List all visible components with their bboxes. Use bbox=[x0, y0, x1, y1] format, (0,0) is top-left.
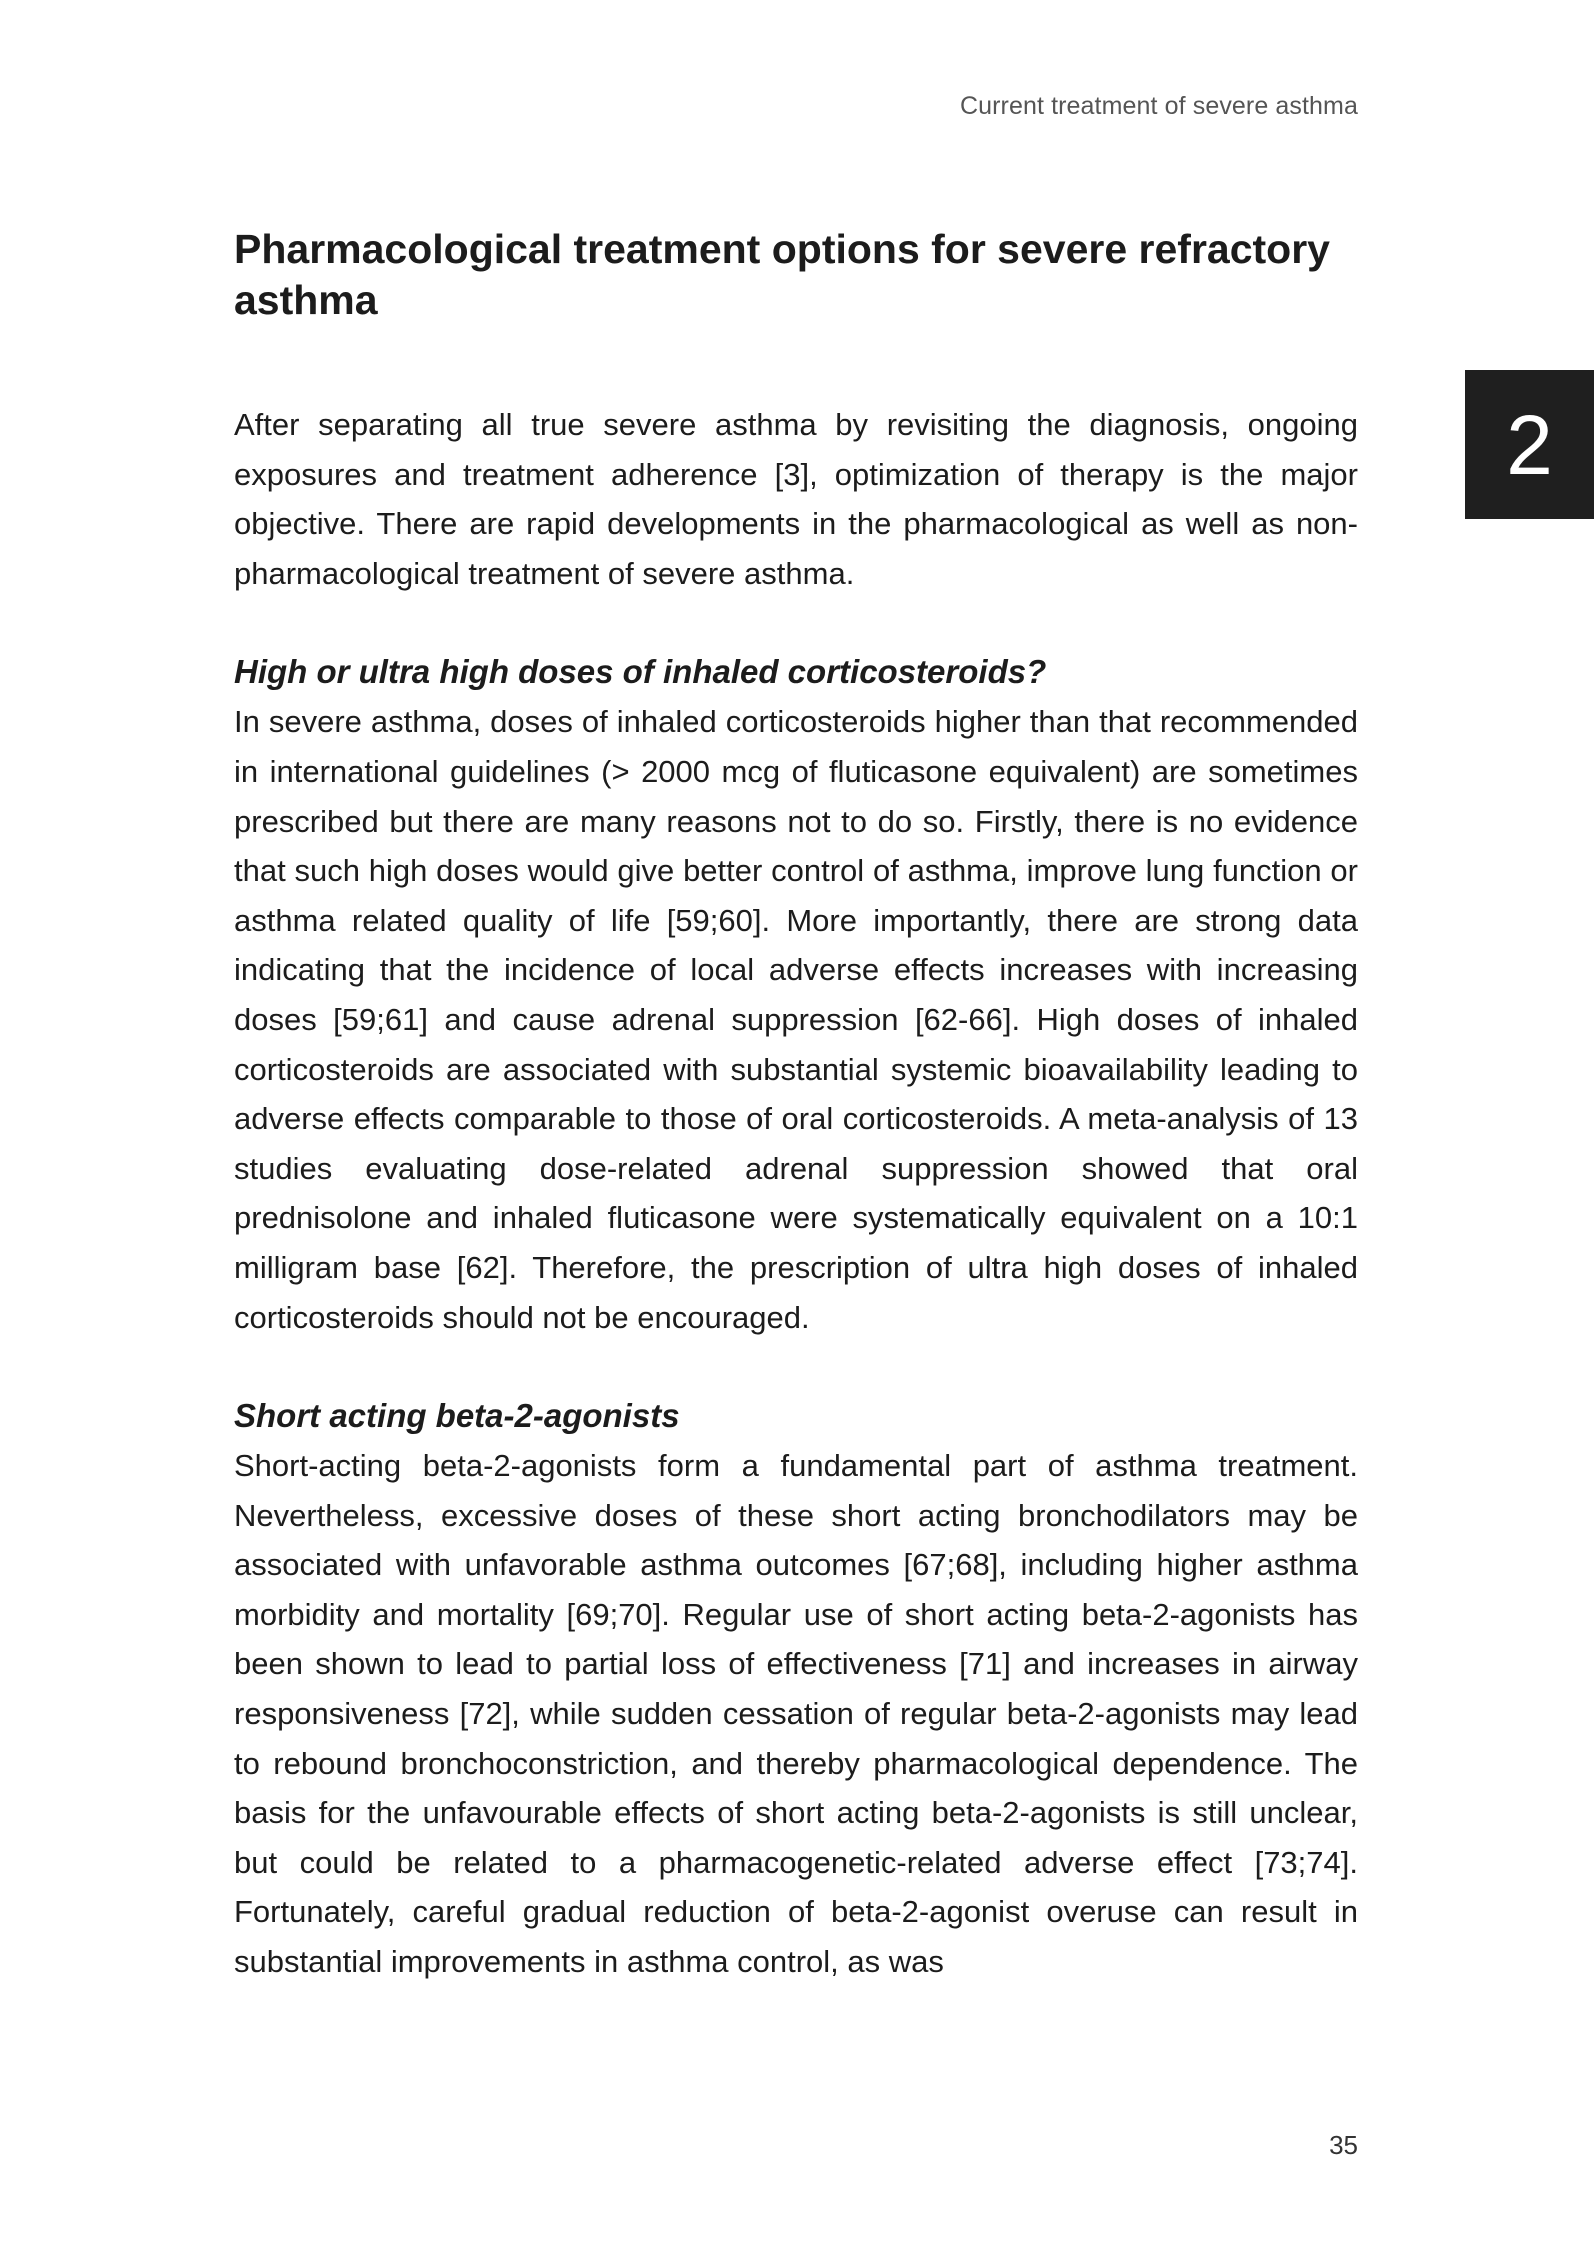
intro-paragraph: After separating all true severe asthma by revisiting the diagnosis, ongoing exposures and treatment adherence [3], optimization of therapy is the major objective. There are rapid developments in the pharmacological as well as non-pharmacological treatment of severe asthma. bbox=[234, 407, 1358, 591]
running-header: Current treatment of severe asthma bbox=[959, 92, 1358, 120]
page-number: 35 bbox=[1329, 2130, 1358, 2160]
subsection-body-saba: Short-acting beta-2-agonists form a fundamental part of asthma treatment. Nevertheless, excessive doses of these short acting bronchodilators may be associated with unfavorable asthma outcomes [67;68], including higher asthma morbidity and mortality [69;70]. Regular use of short acting beta-2-agonists has been shown to lead to partial loss of effectiveness [71] and increases in airway responsiveness [72], while sudden cessation of regular beta-2-agonists may lead to rebound bronchoconstriction, and thereby pharmacological dependence. The basis for the unfavourable effects of short acting beta-2-agonists is still unclear, but could be related to a pharmacogenetic-related adverse effect [73;74]. Fortunately, careful gradual reduction of beta-2-agonist overuse can result in substantial improvements in asthma control, as was bbox=[234, 1448, 1358, 1980]
page-content bbox=[234, 224, 1358, 1987]
subsection-heading-high-dose-ics: High or ultra high doses of inhaled corticosteroids? bbox=[234, 653, 1047, 691]
section-title: Pharmacological treatment options for severe refractory asthma bbox=[234, 226, 1330, 323]
subsection-body-high-dose-ics: In severe asthma, doses of inhaled corticosteroids higher than that recommended in international guidelines (> 2000 mcg of fluticasone equivalent) are sometimes prescribed but there are many reasons not to do so. Firstly, there is no evidence that such high doses would give better control of asthma, improve lung function or asthma related quality of life [59;60]. More importantly, there are strong data indicating that the incidence of local adverse effects increases with increasing doses [59;61] and cause adrenal suppression [62-66]. High doses of inhaled corticosteroids are associated with substantial systemic bioavailability leading to adverse effects comparable to those of oral corticosteroids. A meta-analysis of 13 studies evaluating dose-related adrenal suppression showed that oral prednisolone and inhaled fluticasone were systematically equivalent on a 10:1 milligram base [62]. Therefore, the prescription of ultra high doses of inhaled corticosteroids should not be encouraged. bbox=[234, 704, 1358, 1335]
chapter-number: 2 bbox=[1506, 397, 1553, 492]
subsection-heading-saba: Short acting beta-2-agonists bbox=[234, 1397, 680, 1435]
chapter-tab bbox=[1465, 370, 1594, 519]
